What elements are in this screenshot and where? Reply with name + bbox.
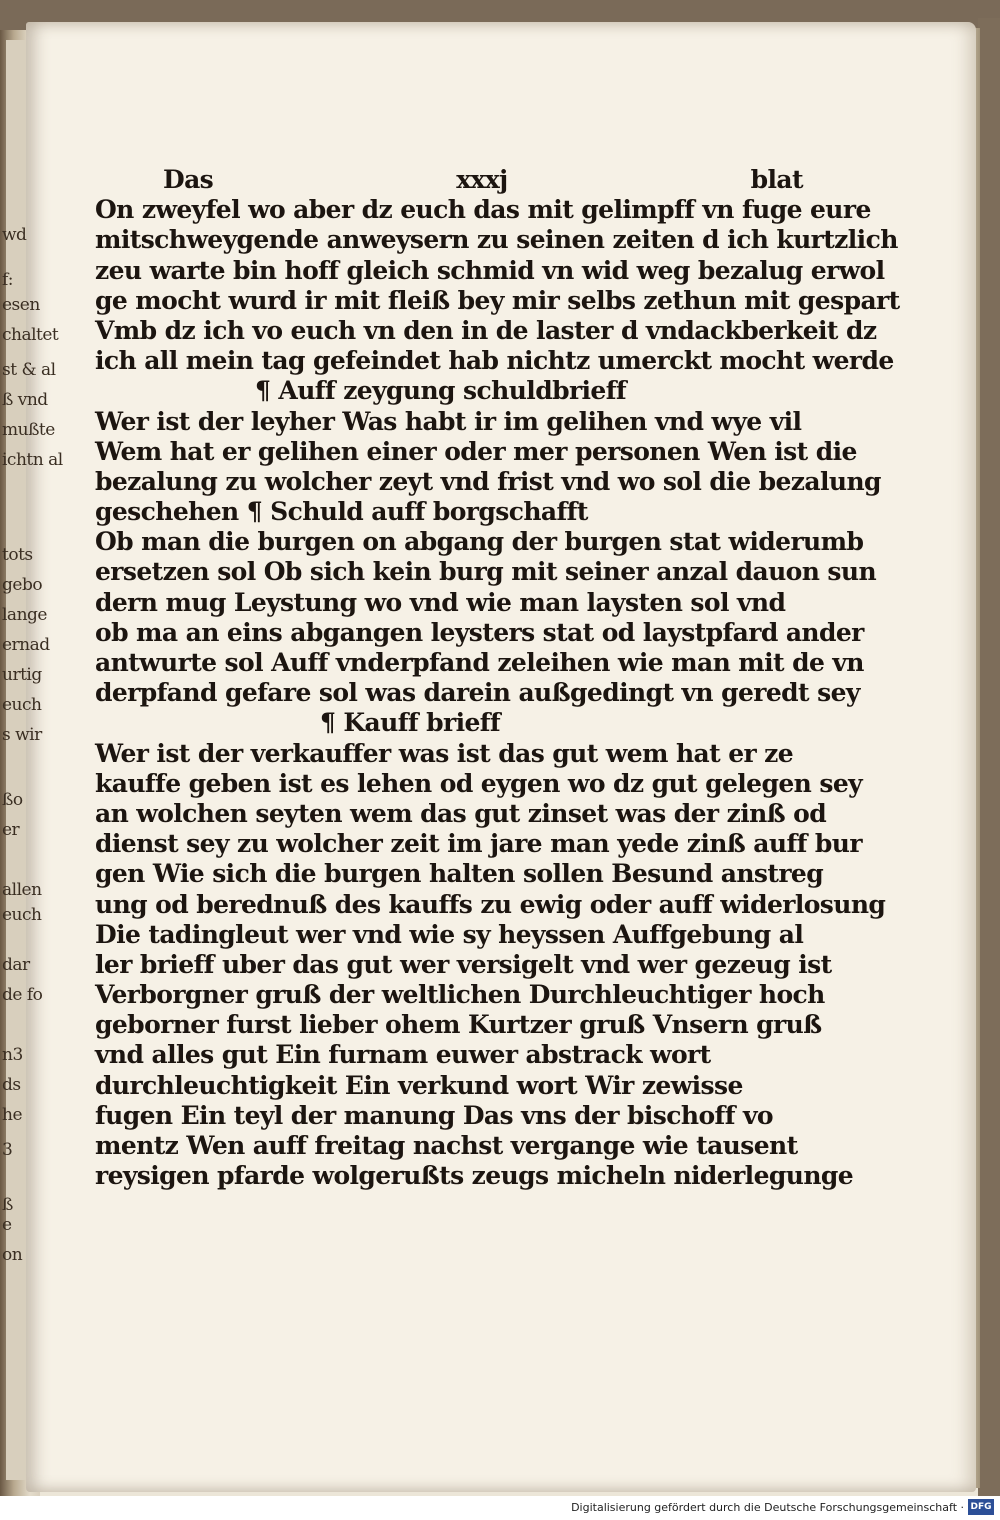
text-line: Wem hat er gelihen einer oder mer personen Wen ist die <box>95 436 857 466</box>
text-line: an wolchen seyten wem das gut zinset was der zinß od <box>95 798 827 828</box>
margin-fragment: euch <box>2 905 42 925</box>
text-line: geschehen ¶ Schuld auff borgschafft <box>95 497 588 527</box>
text-line: reysigen pfarde wolgerußts zeugs micheln niderlegunge <box>95 1161 854 1191</box>
text-line: ich all mein tag gefeindet hab nichtz umerckt mocht werde <box>95 346 894 376</box>
text-line: Ob man die burgen on abgang der burgen stat widerumb <box>95 527 864 557</box>
margin-fragment: esen <box>2 295 40 315</box>
page-text-block <box>95 165 900 1191</box>
margin-fragment: ßo <box>2 790 23 810</box>
margin-fragment: on <box>2 1245 23 1265</box>
text-line: kauffe geben ist es lehen od eygen wo dz gut gelegen sey <box>95 768 863 798</box>
text-line: durchleuchtigkeit Ein verkund wort Wir zewisse <box>95 1070 743 1100</box>
margin-fragment: ß <box>2 1195 13 1215</box>
text-line: zeu warte bin hoff gleich schmid vn wid weg bezalug erwol <box>95 255 885 285</box>
text-line: On zweyfel wo aber dz euch das mit gelimpff vn fuge eure <box>95 195 871 225</box>
margin-fragment: euch <box>2 695 42 715</box>
text-line: geborner furst lieber ohem Kurtzer gruß Vnsern gruß <box>95 1010 822 1040</box>
text-line: fugen Ein teyl der manung Das vns der bischoff vo <box>95 1100 773 1130</box>
margin-fragment: n3 <box>2 1045 23 1065</box>
text-line: Wer ist der verkauffer was ist das gut wem hat er ze <box>95 738 794 768</box>
text-line: ge mocht wurd ir mit fleiß bey mir selbs zethun mit gespart <box>95 285 900 315</box>
margin-fragment: 3 <box>2 1140 13 1160</box>
margin-fragment: e <box>2 1215 12 1235</box>
margin-fragment: dar <box>2 955 30 975</box>
margin-fragment: tots <box>2 545 33 565</box>
header-left: Das <box>163 165 214 194</box>
margin-fragment: lange <box>2 605 47 625</box>
margin-fragment: chaltet <box>2 325 59 345</box>
text-line: dienst sey zu wolcher zeit im jare man yede zinß auff bur <box>95 829 862 859</box>
text-line: gen Wie sich die burgen halten sollen Besund anstreg <box>95 859 824 889</box>
margin-fragment: er <box>2 820 20 840</box>
margin-fragment: ds <box>2 1075 21 1095</box>
margin-fragment: s wir <box>2 725 42 745</box>
margin-fragment: de fo <box>2 985 43 1005</box>
header-right: blat <box>750 165 803 194</box>
scan-background-right <box>978 18 1000 1496</box>
margin-fragment: gebo <box>2 575 43 595</box>
text-line: ler brieff uber das gut wer versigelt vnd wer gezeug ist <box>95 949 832 979</box>
folio-number: xxxj <box>456 165 508 194</box>
margin-fragment: mußte <box>2 420 55 440</box>
margin-fragment: ichtn al <box>2 450 63 470</box>
text-line: Vmb dz ich vo euch vn den in de laster d vndackberkeit dz <box>95 315 877 345</box>
margin-fragment: f: <box>2 270 14 290</box>
text-line: mitschweygende anweysern zu seinen zeiten d ich kurtzlich <box>95 225 898 255</box>
text-line: derpfand gefare sol was darein außgedingt vn geredt sey <box>95 678 860 708</box>
digitization-credit: Digitalisierung gefördert durch die Deutsche Forschungsgemeinschaft · <box>571 1501 964 1514</box>
text-line: Verborgner gruß der weltlichen Durchleuchtiger hoch <box>95 980 825 1010</box>
text-line: Wer ist der leyher Was habt ir im gelihen vnd wye vil <box>95 406 802 436</box>
text-line: mentz Wen auff freitag nachst vergange wie tausent <box>95 1131 798 1160</box>
dfg-logo-badge: DFG <box>968 1499 994 1515</box>
text-line: ob ma an eins abgangen leysters stat od laystpfard ander <box>95 617 864 647</box>
margin-fragment: he <box>2 1105 23 1125</box>
margin-fragment: st & al <box>2 360 56 380</box>
margin-fragment: ß vnd <box>2 390 48 410</box>
text-line: antwurte sol Auff vnderpfand zeleihen wie man mit de vn <box>95 648 864 677</box>
section-heading: ¶ Kauff brieff <box>320 708 501 738</box>
text-line: ersetzen sol Ob sich kein burg mit seiner anzal dauon sun <box>95 557 877 587</box>
text-line: vnd alles gut Ein furnam euwer abstrack wort <box>95 1040 711 1070</box>
margin-fragment: wd <box>2 225 27 245</box>
section-heading: ¶ Auff zeygung schuldbrieff <box>255 376 627 406</box>
text-line: dern mug Leystung wo vnd wie man laysten sol vnd <box>95 587 786 617</box>
margin-fragment: ernad <box>2 635 50 655</box>
footer-bar <box>0 1496 1000 1520</box>
text-line: bezalung zu wolcher zeyt vnd frist vnd wo sol die bezalung <box>95 466 881 496</box>
text-line: ung od berednuß des kauffs zu ewig oder auff widerlosung <box>95 889 886 919</box>
text-line: Die tadingleut wer vnd wie sy heyssen Auffgebung al <box>95 919 804 949</box>
margin-fragment: urtig <box>2 665 42 685</box>
running-header <box>163 165 803 195</box>
margin-fragment: allen <box>2 880 42 900</box>
